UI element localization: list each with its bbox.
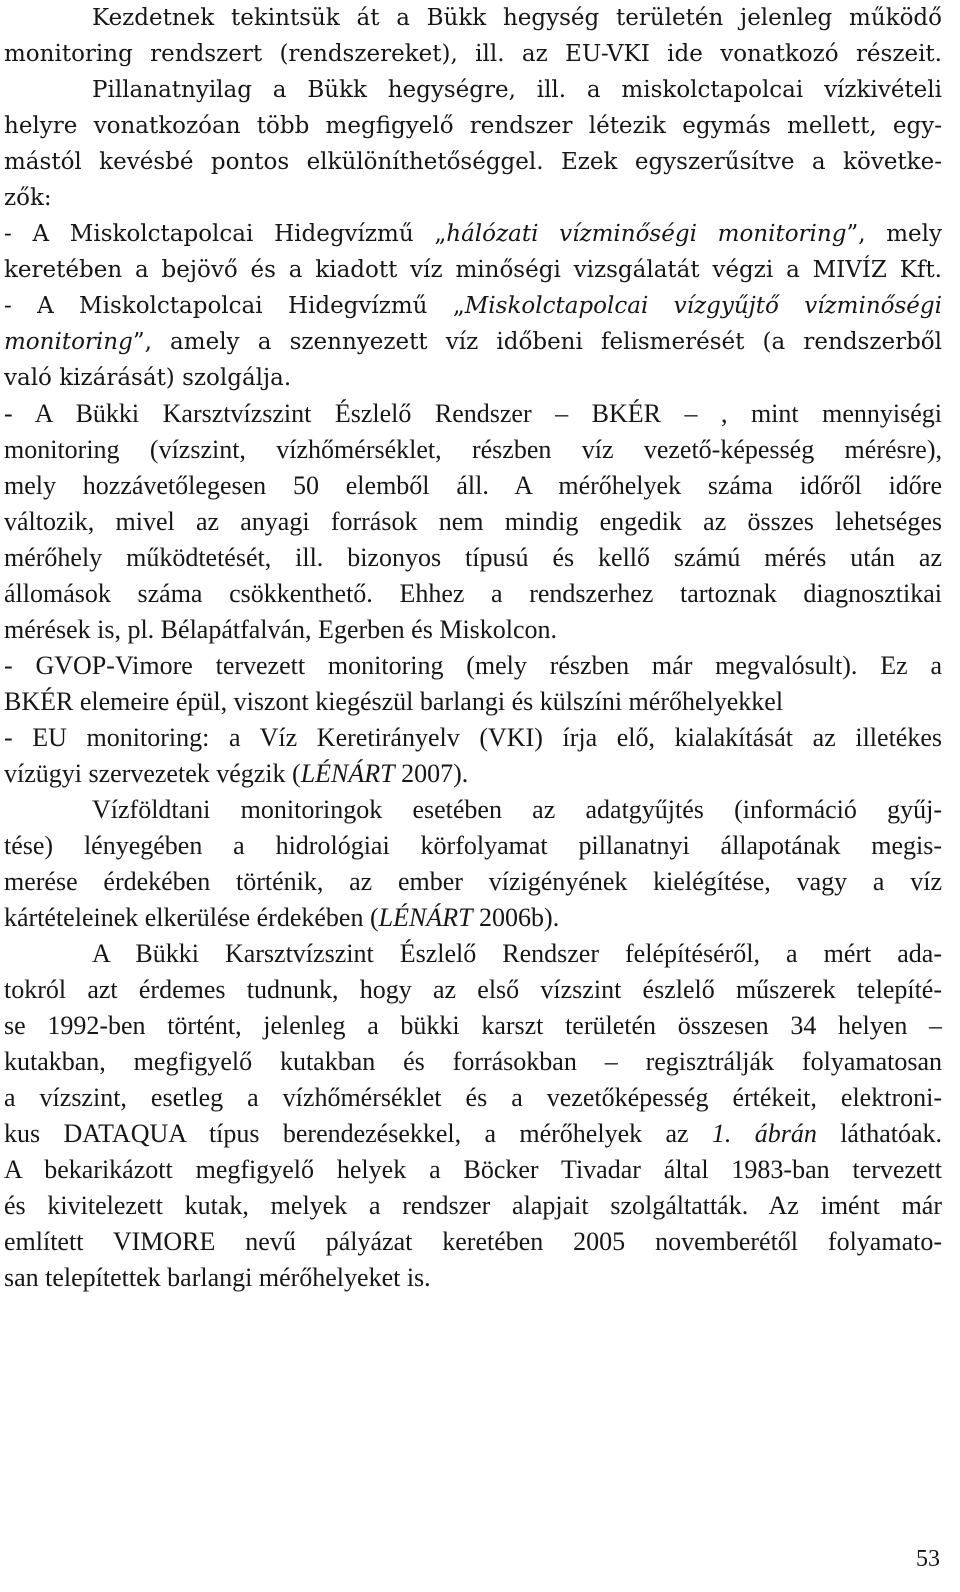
text-segment: Pillanatnyilag a Bükk hegységre, ill. a miskolctapolcai vízkivételi <box>92 77 942 103</box>
text-line <box>4 360 942 396</box>
text-segment: - A Bükki Karsztvízszint Észlelő Rendszer – BKÉR – , mint mennyiségi <box>4 399 942 428</box>
text-line <box>4 1260 942 1296</box>
text-segment: mástól kevésbé pontos elkülöníthetőséggel. Ezek egyszerűsítve a követke- <box>4 149 942 175</box>
text-segment: ”, amely a szennyezett víz időbeni felismerését (a rendszerből <box>132 329 942 355</box>
text-line <box>4 540 942 576</box>
text-line <box>4 1152 942 1188</box>
text-segment: BKÉR elemeire épül, viszont kiegészül barlangi és külszíni mérőhelyekkel <box>4 687 784 716</box>
text-segment: zők: <box>4 185 52 211</box>
text-segment: kutakban, megfigyelő kutakban és forrásokban – regisztrálják folyamatosan <box>4 1047 942 1076</box>
text-segment: mely hozzávetőlegesen 50 elemből áll. A mérőhelyek száma időről időre <box>4 471 942 500</box>
text-line <box>4 108 942 144</box>
text-segment: helyre vonatkozóan több megfigyelő rendszer létezik egymás mellett, egy- <box>4 113 942 139</box>
text-line <box>4 252 942 288</box>
text-line <box>4 180 942 216</box>
text-line <box>4 144 942 180</box>
italic-text: Miskolctapolcai vízgyűjtő vízminőségi <box>464 293 942 319</box>
text-segment: mérőhely működtetését, ill. bizonyos típusú és kellő számú mérés után az <box>4 543 942 572</box>
text-line <box>92 72 942 108</box>
text-segment: - A Miskolctapolcai Hidegvízmű „ <box>4 293 465 319</box>
text-segment: említett VIMORE nevű pályázat keretében 2005 novemberétől folyamato- <box>4 1227 942 1256</box>
italic-text: LÉNÁRT <box>300 759 395 788</box>
text-line <box>4 504 942 540</box>
text-line <box>4 576 942 612</box>
text-line <box>4 288 942 324</box>
text-segment: merése érdekében történik, az ember vízigényének kielégítése, vagy a víz <box>4 867 942 896</box>
text-line <box>4 828 942 864</box>
text-segment: tése) lényegében a hidrológiai körfolyamat pillanatnyi állapotának megis- <box>4 831 942 860</box>
text-line <box>4 648 942 684</box>
text-segment: való kizárását) szolgálja. <box>4 365 292 391</box>
text-segment: ”, mely <box>846 221 942 247</box>
text-segment: A Bükki Karsztvízszint Észlelő Rendszer felépítéséről, a mért ada- <box>92 939 942 968</box>
text-line <box>4 1044 942 1080</box>
text-line <box>4 468 942 504</box>
text-segment: láthatóak. <box>816 1119 942 1148</box>
text-line <box>4 720 942 756</box>
text-line <box>4 396 942 432</box>
text-segment: tokról azt érdemes tudnunk, hogy az első vízszint észlelő műszerek telepíté- <box>4 975 942 1004</box>
text-line <box>4 324 942 360</box>
text-line <box>4 1224 942 1260</box>
text-segment: monitoring (vízszint, vízhőmérséklet, részben víz vezető-képesség mérésre), <box>4 435 942 464</box>
text-line <box>4 1008 942 1044</box>
text-segment: 2007). <box>394 759 469 788</box>
text-segment: mérések is, pl. Bélapátfalván, Egerben és Miskolcon. <box>4 615 558 644</box>
text-segment: - GVOP-Vimore tervezett monitoring (mely részben már megvalósult). Ez a <box>4 651 942 680</box>
text-line <box>4 1188 942 1224</box>
text-segment: - EU monitoring: a Víz Keretirányelv (VKI) írja elő, kialakítását az illetékes <box>4 723 942 752</box>
italic-text: monitoring <box>4 329 133 355</box>
text-segment: A bekarikázott megfigyelő helyek a Böcker Tivadar által 1983-ban tervezett <box>4 1155 942 1184</box>
text-segment: és kivitelezett kutak, melyek a rendszer alapjait szolgáltatták. Az imént már <box>4 1191 942 1220</box>
text-segment: állomások száma csökkenthető. Ehhez a rendszerhez tartoznak diagnosztikai <box>4 579 942 608</box>
text-line <box>4 432 942 468</box>
text-segment: Kezdetnek tekintsük át a Bükk hegység területén jelenleg működő <box>92 5 942 31</box>
text-segment: se 1992-ben történt, jelenleg a bükki karszt területén összesen 34 helyen – <box>4 1011 942 1040</box>
text-line <box>92 936 942 972</box>
text-line <box>4 216 942 252</box>
page-number: 53 <box>916 1546 940 1572</box>
text-line <box>4 684 942 720</box>
text-segment: - A Miskolctapolcai Hidegvízmű „ <box>4 221 447 247</box>
text-line <box>4 1116 942 1152</box>
italic-text: hálózati vízminőségi monitoring <box>446 221 847 247</box>
text-line <box>4 612 942 648</box>
text-segment: kártételeinek elkerülése érdekében ( <box>4 903 379 932</box>
text-line <box>92 0 942 36</box>
text-segment: Vízföldtani monitoringok esetében az adatgyűjtés (információ gyűj- <box>92 795 942 824</box>
text-line <box>4 36 942 72</box>
text-line <box>92 792 942 828</box>
text-segment: monitoring rendszert (rendszereket), ill. az EU-VKI ide vonatkozó részeit. <box>4 41 942 67</box>
italic-text: 1. ábrán <box>711 1119 817 1148</box>
text-segment: a vízszint, esetleg a vízhőmérséklet és a vezetőképesség értékeit, elektroni- <box>4 1083 942 1112</box>
text-segment: változik, mivel az anyagi források nem mindig engedik az összes lehetséges <box>4 507 942 536</box>
text-segment: san telepítettek barlangi mérőhelyeket is. <box>4 1263 431 1292</box>
text-line <box>4 756 942 792</box>
text-line <box>4 972 942 1008</box>
text-line <box>4 900 942 936</box>
italic-text: LÉNÁRT <box>378 903 473 932</box>
text-line <box>4 1080 942 1116</box>
text-line <box>4 864 942 900</box>
text-segment: keretében a bejövő és a kiadott víz minőségi vizsgálatát végzi a MIVÍZ Kft. <box>4 257 942 283</box>
text-segment: vízügyi szervezetek végzik ( <box>4 759 301 788</box>
text-segment: kus DATAQUA típus berendezésekkel, a mérőhelyek az <box>4 1119 712 1148</box>
text-segment: 2006b). <box>472 903 560 932</box>
